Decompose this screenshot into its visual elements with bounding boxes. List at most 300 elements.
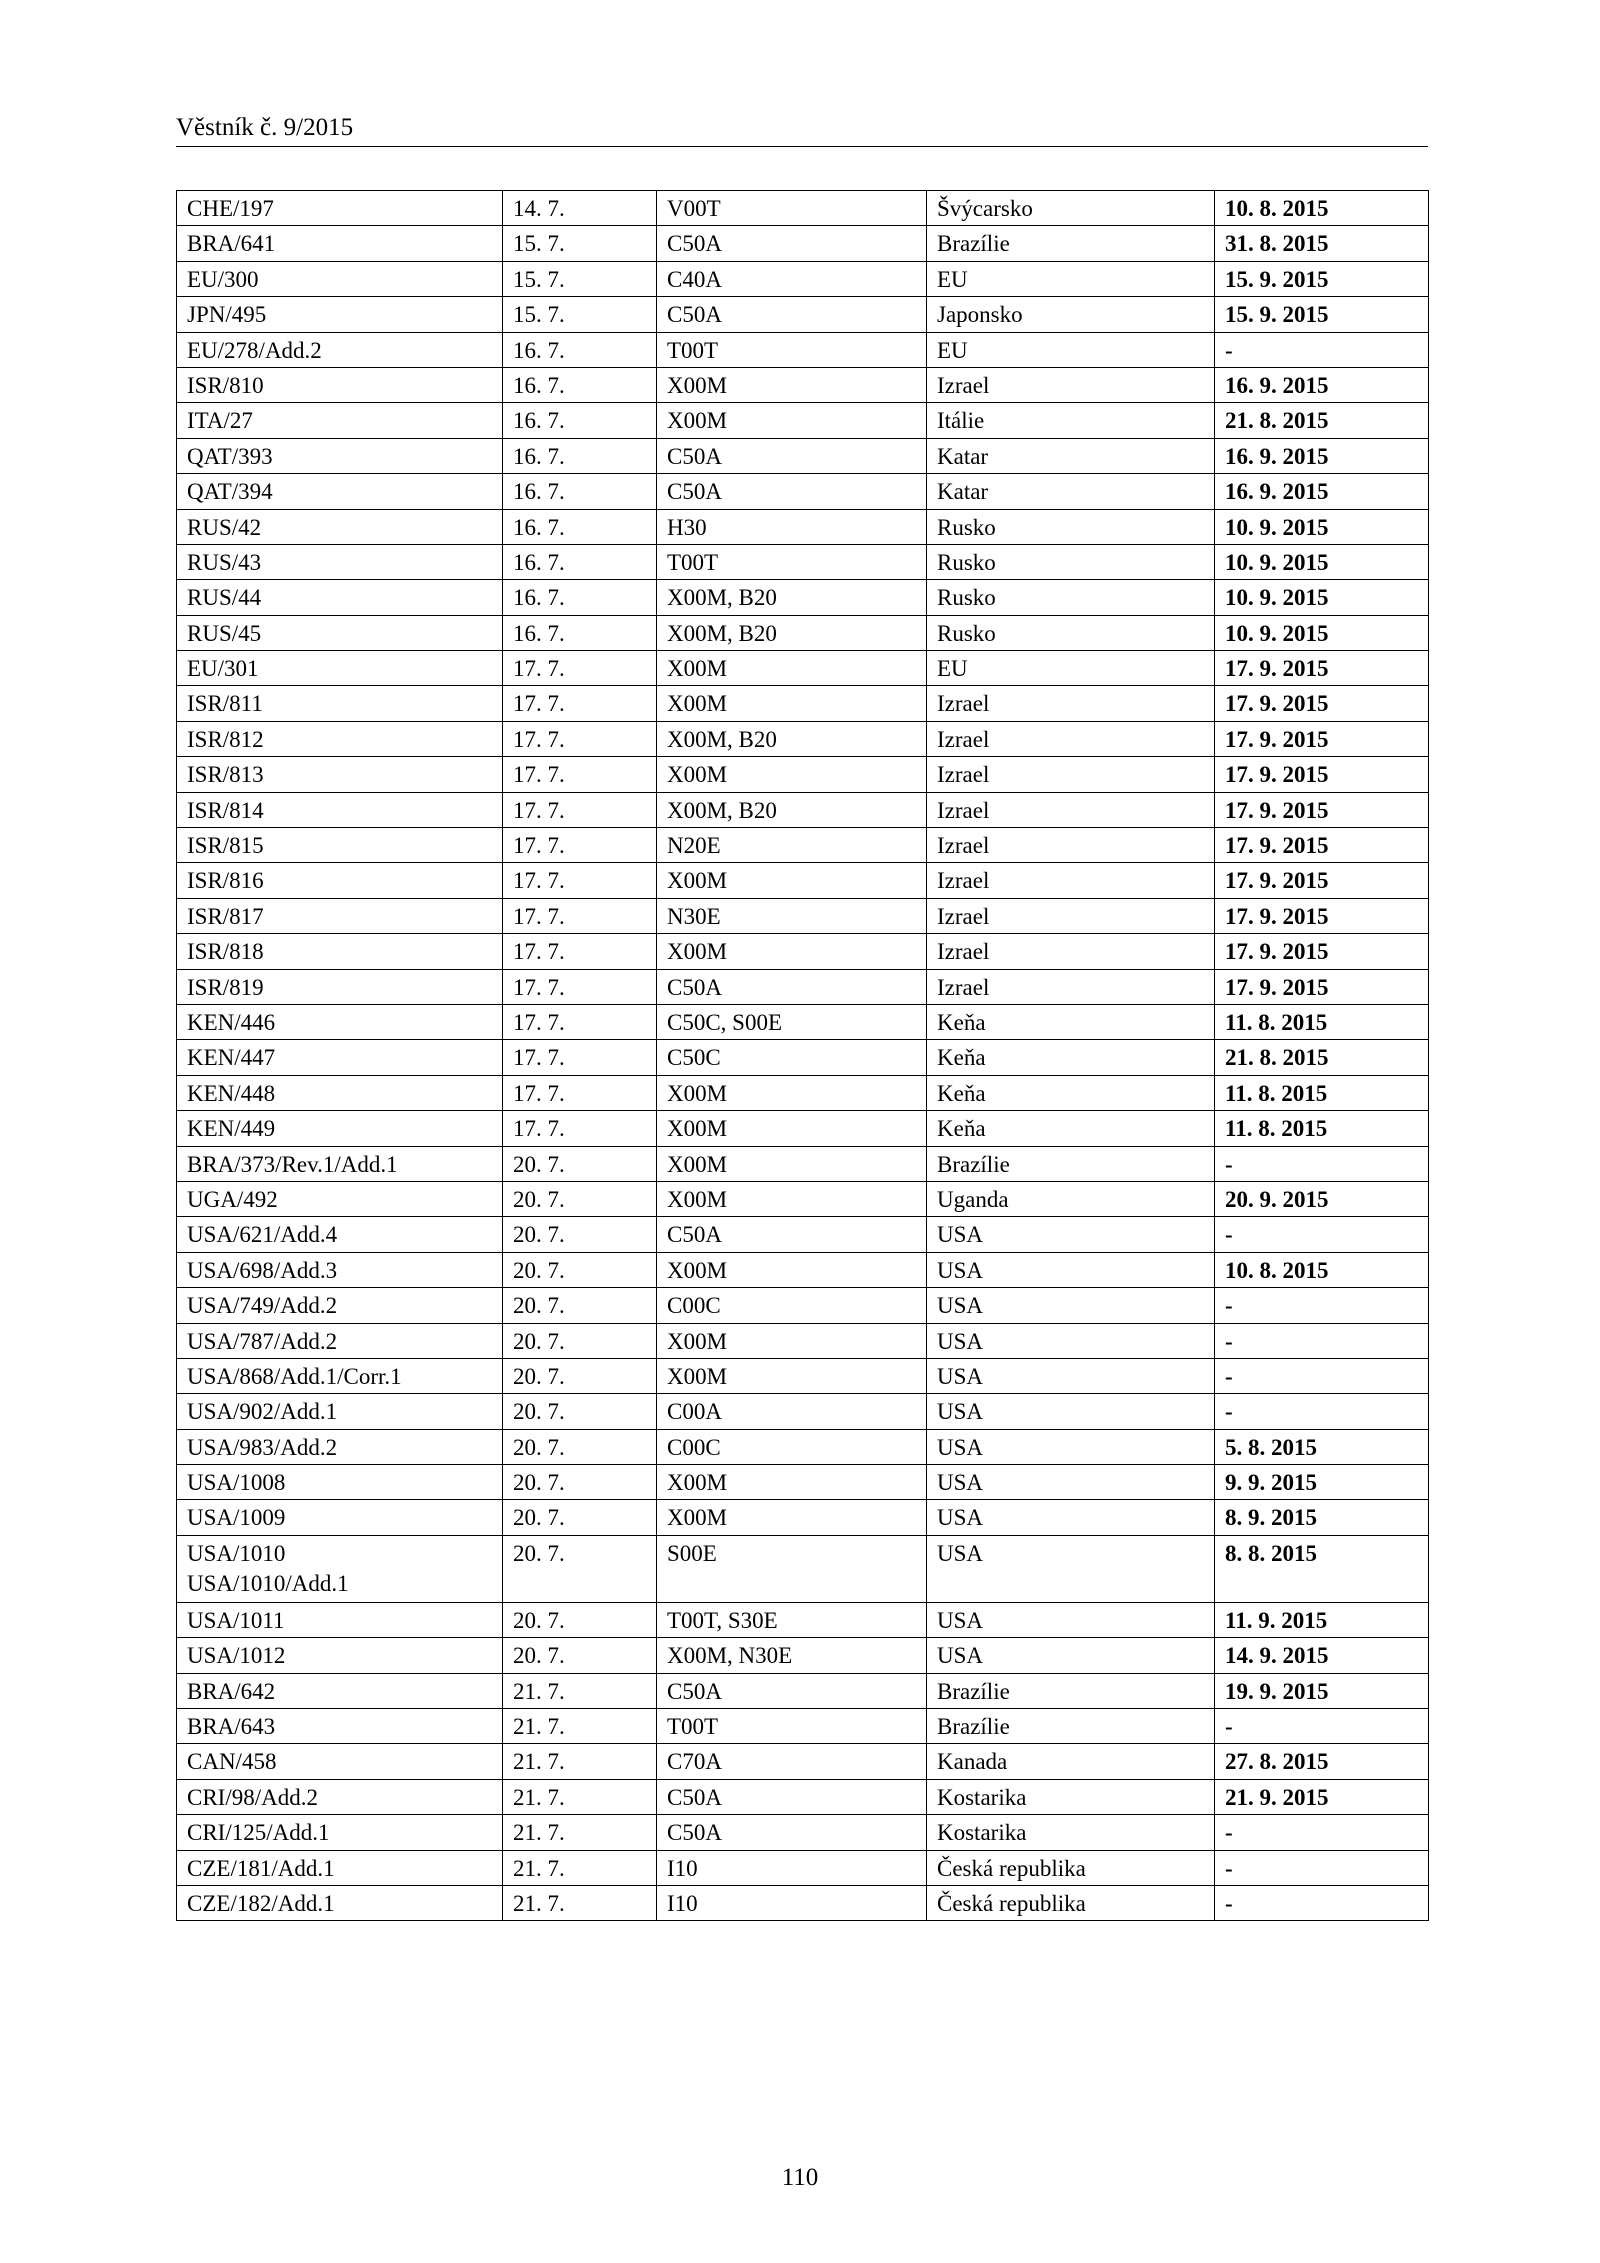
cell-text: X00M bbox=[667, 1186, 728, 1212]
date-cell bbox=[503, 1744, 657, 1779]
code-cell bbox=[657, 898, 927, 933]
date-cell bbox=[503, 934, 657, 969]
cell-text: 8. 9. 2015 bbox=[1225, 1505, 1317, 1531]
deadline-cell bbox=[1215, 261, 1429, 296]
cell-text: Rusko bbox=[937, 549, 996, 575]
cell-text: X00M bbox=[667, 1363, 728, 1389]
deadline-cell bbox=[1215, 403, 1429, 438]
code-cell bbox=[657, 828, 927, 863]
cell-text: Izrael bbox=[937, 974, 990, 1000]
date-cell bbox=[503, 1217, 657, 1252]
cell-text: X00M, B20 bbox=[667, 620, 777, 646]
table-row bbox=[177, 1535, 1429, 1602]
cell-text: T00T bbox=[667, 549, 719, 575]
country-cell bbox=[927, 1040, 1215, 1075]
date-cell bbox=[503, 509, 657, 544]
cell-text: - bbox=[1225, 1363, 1233, 1389]
cell-text: 17. 7. bbox=[513, 1009, 565, 1035]
country-cell bbox=[927, 757, 1215, 792]
deadline-cell bbox=[1215, 721, 1429, 756]
cell-text: QAT/393 bbox=[187, 443, 273, 469]
table-row bbox=[177, 509, 1429, 544]
document-symbol-cell bbox=[177, 297, 503, 332]
code-cell bbox=[657, 1709, 927, 1744]
table-row bbox=[177, 934, 1429, 969]
cell-text: EU/301 bbox=[187, 656, 259, 682]
cell-text: X00M, N30E bbox=[667, 1643, 793, 1669]
table-row bbox=[177, 403, 1429, 438]
cell-text: 21. 7. bbox=[513, 1749, 565, 1775]
code-cell bbox=[657, 686, 927, 721]
cell-text: 15. 7. bbox=[513, 266, 565, 292]
deadline-cell bbox=[1215, 1709, 1429, 1744]
cell-text: USA bbox=[937, 1222, 984, 1248]
cell-text: USA bbox=[937, 1540, 984, 1566]
cell-text: C40A bbox=[667, 266, 722, 292]
cell-text: 17. 7. bbox=[513, 903, 565, 929]
document-symbol-cell bbox=[177, 403, 503, 438]
cell-text: 14. 9. 2015 bbox=[1225, 1643, 1329, 1669]
table-row bbox=[177, 1465, 1429, 1500]
date-cell bbox=[503, 1040, 657, 1075]
deadline-cell bbox=[1215, 651, 1429, 686]
code-cell bbox=[657, 1394, 927, 1429]
cell-text: 21. 8. 2015 bbox=[1225, 1045, 1329, 1071]
date-cell bbox=[503, 403, 657, 438]
cell-text: USA bbox=[937, 1257, 984, 1283]
cell-text: Keňa bbox=[937, 1080, 986, 1106]
document-symbol-cell bbox=[177, 1779, 503, 1814]
cell-text: 15. 7. bbox=[513, 231, 565, 257]
table-row bbox=[177, 226, 1429, 261]
cell-text: 21. 7. bbox=[513, 1820, 565, 1846]
cell-text: 20. 7. bbox=[513, 1470, 565, 1496]
country-cell bbox=[927, 1358, 1215, 1393]
cell-text: X00M bbox=[667, 762, 728, 788]
cell-text: 17. 7. bbox=[513, 1045, 565, 1071]
cell-text: X00M, B20 bbox=[667, 585, 777, 611]
cell-text: - bbox=[1225, 1855, 1233, 1881]
date-cell bbox=[503, 332, 657, 367]
cell-text: 11. 9. 2015 bbox=[1225, 1607, 1328, 1633]
country-cell bbox=[927, 1602, 1215, 1637]
cell-text: USA/1008 bbox=[187, 1470, 286, 1496]
cell-text: X00M bbox=[667, 939, 728, 965]
cell-text: 31. 8. 2015 bbox=[1225, 231, 1329, 257]
cell-text: 19. 9. 2015 bbox=[1225, 1678, 1329, 1704]
country-cell bbox=[927, 686, 1215, 721]
cell-text: Itálie bbox=[937, 408, 985, 434]
date-cell bbox=[503, 297, 657, 332]
code-cell bbox=[657, 1744, 927, 1779]
document-symbol-cell bbox=[177, 261, 503, 296]
cell-text: Izrael bbox=[937, 372, 990, 398]
date-cell bbox=[503, 721, 657, 756]
deadline-cell bbox=[1215, 297, 1429, 332]
table-row bbox=[177, 438, 1429, 473]
cell-text: X00M bbox=[667, 372, 728, 398]
cell-text: 20. 7. bbox=[513, 1328, 565, 1354]
document-symbol-cell bbox=[177, 1075, 503, 1110]
cell-text: USA/621/Add.4 bbox=[187, 1222, 338, 1248]
cell-text: - bbox=[1225, 1328, 1233, 1354]
country-cell bbox=[927, 332, 1215, 367]
code-cell bbox=[657, 1850, 927, 1885]
cell-text: 15. 9. 2015 bbox=[1225, 302, 1329, 328]
date-cell bbox=[503, 651, 657, 686]
bulletin-title: Věstník č. 9/2015 bbox=[176, 114, 354, 141]
country-cell bbox=[927, 1744, 1215, 1779]
date-cell bbox=[503, 1323, 657, 1358]
document-symbol-cell bbox=[177, 1323, 503, 1358]
document-symbol-cell bbox=[177, 863, 503, 898]
cell-text: QAT/394 bbox=[187, 479, 273, 505]
code-cell bbox=[657, 792, 927, 827]
country-cell bbox=[927, 261, 1215, 296]
cell-text: CRI/125/Add.1 bbox=[187, 1820, 330, 1846]
deadline-cell bbox=[1215, 792, 1429, 827]
document-symbol-cell bbox=[177, 1673, 503, 1708]
deadline-cell bbox=[1215, 1040, 1429, 1075]
table-row bbox=[177, 1217, 1429, 1252]
code-cell bbox=[657, 1779, 927, 1814]
cell-text: 21. 7. bbox=[513, 1784, 565, 1810]
code-cell bbox=[657, 969, 927, 1004]
code-cell bbox=[657, 1358, 927, 1393]
cell-text: X00M bbox=[667, 1328, 728, 1354]
cell-text: 20. 7. bbox=[513, 1434, 565, 1460]
cell-text: Švýcarsko bbox=[937, 196, 1033, 221]
cell-text: 17. 9. 2015 bbox=[1225, 974, 1329, 1000]
deadline-cell bbox=[1215, 1535, 1429, 1602]
date-cell bbox=[503, 1500, 657, 1535]
country-cell bbox=[927, 1850, 1215, 1885]
country-cell bbox=[927, 1535, 1215, 1602]
date-cell bbox=[503, 191, 657, 226]
date-cell bbox=[503, 1288, 657, 1323]
cell-text: C50C, S00E bbox=[667, 1009, 783, 1035]
table-row bbox=[177, 1394, 1429, 1429]
document-symbol-cell bbox=[177, 1394, 503, 1429]
cell-text: N30E bbox=[667, 903, 721, 929]
cell-text: H30 bbox=[667, 514, 707, 540]
cell-text: 11. 8. 2015 bbox=[1225, 1009, 1328, 1035]
deadline-cell bbox=[1215, 1394, 1429, 1429]
code-cell bbox=[657, 403, 927, 438]
table-row bbox=[177, 1709, 1429, 1744]
cell-text: 10. 8. 2015 bbox=[1225, 1257, 1329, 1283]
document-symbol-cell bbox=[177, 757, 503, 792]
page-header bbox=[176, 112, 1428, 147]
cell-text: Česká republika bbox=[937, 1855, 1086, 1881]
document-symbol-cell bbox=[177, 367, 503, 402]
date-cell bbox=[503, 544, 657, 579]
cell-text: 16. 7. bbox=[513, 585, 565, 611]
document-symbol-cell bbox=[177, 898, 503, 933]
cell-text: EU bbox=[937, 656, 968, 682]
deadline-cell bbox=[1215, 1075, 1429, 1110]
table-body bbox=[177, 191, 1429, 1921]
code-cell bbox=[657, 1815, 927, 1850]
country-cell bbox=[927, 969, 1215, 1004]
cell-text: C50C bbox=[667, 1045, 721, 1071]
cell-text: 15. 7. bbox=[513, 302, 565, 328]
deadline-cell bbox=[1215, 615, 1429, 650]
cell-text: Izrael bbox=[937, 691, 990, 717]
code-cell bbox=[657, 509, 927, 544]
cell-text: JPN/495 bbox=[187, 302, 267, 328]
country-cell bbox=[927, 438, 1215, 473]
cell-text: USA bbox=[937, 1399, 984, 1425]
date-cell bbox=[503, 580, 657, 615]
table-row bbox=[177, 1181, 1429, 1216]
table-row bbox=[177, 1673, 1429, 1708]
cell-text: 17. 9. 2015 bbox=[1225, 833, 1329, 859]
cell-text: 17. 9. 2015 bbox=[1225, 726, 1329, 752]
document-symbol-cell bbox=[177, 1850, 503, 1885]
deadline-cell bbox=[1215, 686, 1429, 721]
country-cell bbox=[927, 828, 1215, 863]
cell-text: 17. 9. 2015 bbox=[1225, 903, 1329, 929]
document-symbol-cell bbox=[177, 1709, 503, 1744]
code-cell bbox=[657, 191, 927, 226]
code-cell bbox=[657, 1004, 927, 1039]
table-row bbox=[177, 261, 1429, 296]
cell-text: 10. 9. 2015 bbox=[1225, 620, 1329, 646]
cell-text: Rusko bbox=[937, 620, 996, 646]
date-cell bbox=[503, 1146, 657, 1181]
cell-text: 20. 7. bbox=[513, 1607, 565, 1633]
cell-text: USA/1010 bbox=[187, 1540, 286, 1566]
cell-text: ISR/814 bbox=[187, 797, 264, 823]
deadline-cell bbox=[1215, 969, 1429, 1004]
cell-text: 17. 7. bbox=[513, 974, 565, 1000]
cell-text: USA/787/Add.2 bbox=[187, 1328, 338, 1354]
deadline-cell bbox=[1215, 1744, 1429, 1779]
code-cell bbox=[657, 332, 927, 367]
cell-text: USA/698/Add.3 bbox=[187, 1257, 338, 1283]
cell-text: 16. 7. bbox=[513, 337, 565, 363]
date-cell bbox=[503, 1602, 657, 1637]
cell-text: 21. 7. bbox=[513, 1890, 565, 1916]
cell-text: - bbox=[1225, 1890, 1233, 1916]
date-cell bbox=[503, 474, 657, 509]
table-row bbox=[177, 1602, 1429, 1637]
cell-text: 14. 7. bbox=[513, 196, 565, 221]
table-row bbox=[177, 1075, 1429, 1110]
cell-text: 20. 7. bbox=[513, 1293, 565, 1319]
cell-text: 20. 7. bbox=[513, 1257, 565, 1283]
code-cell bbox=[657, 1602, 927, 1637]
cell-text: USA bbox=[937, 1643, 984, 1669]
cell-text: X00M bbox=[667, 868, 728, 894]
cell-text: 21. 7. bbox=[513, 1855, 565, 1881]
cell-text: 16. 7. bbox=[513, 479, 565, 505]
document-symbol-cell bbox=[177, 474, 503, 509]
document-symbol-cell bbox=[177, 580, 503, 615]
cell-text: KEN/447 bbox=[187, 1045, 276, 1071]
table-row bbox=[177, 191, 1429, 226]
deadline-cell bbox=[1215, 332, 1429, 367]
cell-text: 16. 7. bbox=[513, 372, 565, 398]
cell-text: Brazílie bbox=[937, 1678, 1010, 1704]
date-cell bbox=[503, 828, 657, 863]
cell-text: X00M bbox=[667, 691, 728, 717]
deadline-cell bbox=[1215, 934, 1429, 969]
cell-text: 16. 7. bbox=[513, 620, 565, 646]
country-cell bbox=[927, 934, 1215, 969]
table-row bbox=[177, 544, 1429, 579]
cell-text: ISR/812 bbox=[187, 726, 264, 752]
code-cell bbox=[657, 1885, 927, 1920]
document-symbol-cell bbox=[177, 1500, 503, 1535]
deadline-cell bbox=[1215, 1465, 1429, 1500]
cell-text: 17. 7. bbox=[513, 726, 565, 752]
cell-text: RUS/42 bbox=[187, 514, 262, 540]
deadline-cell bbox=[1215, 544, 1429, 579]
deadline-cell bbox=[1215, 1850, 1429, 1885]
cell-text: - bbox=[1225, 1820, 1233, 1846]
table-row bbox=[177, 1146, 1429, 1181]
table-row bbox=[177, 1850, 1429, 1885]
deadline-cell bbox=[1215, 226, 1429, 261]
cell-text: ISR/817 bbox=[187, 903, 264, 929]
document-symbol-cell bbox=[177, 686, 503, 721]
cell-text: T00T bbox=[667, 1714, 719, 1740]
deadline-cell bbox=[1215, 1288, 1429, 1323]
cell-text: KEN/449 bbox=[187, 1116, 276, 1142]
cell-text: 17. 9. 2015 bbox=[1225, 797, 1329, 823]
deadline-cell bbox=[1215, 1323, 1429, 1358]
table-row bbox=[177, 1040, 1429, 1075]
country-cell bbox=[927, 1252, 1215, 1287]
cell-text: C50A bbox=[667, 1784, 722, 1810]
cell-text: CAN/458 bbox=[187, 1749, 277, 1775]
cell-text: X00M bbox=[667, 408, 728, 434]
country-cell bbox=[927, 1709, 1215, 1744]
cell-text: USA bbox=[937, 1470, 984, 1496]
cell-text: 20. 7. bbox=[513, 1222, 565, 1248]
deadline-cell bbox=[1215, 1358, 1429, 1393]
document-symbol-cell bbox=[177, 828, 503, 863]
deadline-cell bbox=[1215, 438, 1429, 473]
country-cell bbox=[927, 509, 1215, 544]
cell-text: 17. 7. bbox=[513, 939, 565, 965]
cell-text: T00T bbox=[667, 337, 719, 363]
document-symbol-cell bbox=[177, 1040, 503, 1075]
code-cell bbox=[657, 1075, 927, 1110]
cell-text: 16. 9. 2015 bbox=[1225, 372, 1329, 398]
cell-text: 16. 7. bbox=[513, 443, 565, 469]
cell-text: 11. 8. 2015 bbox=[1225, 1116, 1328, 1142]
cell-text: Kostarika bbox=[937, 1820, 1027, 1846]
table-row bbox=[177, 686, 1429, 721]
country-cell bbox=[927, 580, 1215, 615]
cell-text: 20. 7. bbox=[513, 1540, 565, 1566]
table-row bbox=[177, 367, 1429, 402]
cell-text: 9. 9. 2015 bbox=[1225, 1470, 1317, 1496]
cell-text: C50A bbox=[667, 1820, 722, 1846]
table-row bbox=[177, 1815, 1429, 1850]
table-row bbox=[177, 580, 1429, 615]
code-cell bbox=[657, 544, 927, 579]
cell-text: C70A bbox=[667, 1749, 722, 1775]
document-symbol-cell bbox=[177, 969, 503, 1004]
document-symbol-cell bbox=[177, 1111, 503, 1146]
cell-text: V00T bbox=[667, 196, 721, 221]
cell-text: 20. 9. 2015 bbox=[1225, 1186, 1329, 1212]
deadline-cell bbox=[1215, 1146, 1429, 1181]
document-symbol-cell bbox=[177, 1638, 503, 1673]
cell-text: ISR/816 bbox=[187, 868, 264, 894]
document-symbol-cell bbox=[177, 1885, 503, 1920]
table-row bbox=[177, 332, 1429, 367]
cell-text: ISR/810 bbox=[187, 372, 264, 398]
document-symbol-cell bbox=[177, 792, 503, 827]
cell-text: 17. 7. bbox=[513, 656, 565, 682]
code-cell bbox=[657, 1146, 927, 1181]
cell-text: S00E bbox=[667, 1540, 717, 1566]
cell-text: - bbox=[1225, 1222, 1233, 1248]
cell-text: USA bbox=[937, 1434, 984, 1460]
deadline-cell bbox=[1215, 1602, 1429, 1637]
cell-text: - bbox=[1225, 1293, 1233, 1319]
document-symbol-cell bbox=[177, 934, 503, 969]
date-cell bbox=[503, 1709, 657, 1744]
cell-text: X00M bbox=[667, 1151, 728, 1177]
cell-text: C50A bbox=[667, 231, 722, 257]
deadline-cell bbox=[1215, 1111, 1429, 1146]
cell-text: I10 bbox=[667, 1855, 698, 1881]
cell-text: 20. 7. bbox=[513, 1505, 565, 1531]
table-row bbox=[177, 969, 1429, 1004]
document-symbol-cell bbox=[177, 509, 503, 544]
country-cell bbox=[927, 226, 1215, 261]
cell-text: KEN/448 bbox=[187, 1080, 276, 1106]
cell-text: Brazílie bbox=[937, 1714, 1010, 1740]
country-cell bbox=[927, 1323, 1215, 1358]
cell-text: Katar bbox=[937, 443, 989, 469]
code-cell bbox=[657, 1429, 927, 1464]
cell-text: 17. 9. 2015 bbox=[1225, 868, 1329, 894]
cell-text: T00T, S30E bbox=[667, 1607, 778, 1633]
country-cell bbox=[927, 1111, 1215, 1146]
cell-text: 17. 7. bbox=[513, 797, 565, 823]
page-number: 110 bbox=[781, 2164, 819, 2191]
table-row bbox=[177, 1358, 1429, 1393]
cell-text: 16. 9. 2015 bbox=[1225, 479, 1329, 505]
code-cell bbox=[657, 1535, 927, 1602]
code-cell bbox=[657, 1252, 927, 1287]
cell-text: RUS/44 bbox=[187, 585, 262, 611]
cell-text: CZE/182/Add.1 bbox=[187, 1890, 335, 1916]
deadline-cell bbox=[1215, 1252, 1429, 1287]
cell-text: X00M bbox=[667, 1116, 728, 1142]
country-cell bbox=[927, 367, 1215, 402]
cell-text: - bbox=[1225, 1714, 1233, 1740]
cell-text: USA bbox=[937, 1363, 984, 1389]
country-cell bbox=[927, 1465, 1215, 1500]
code-cell bbox=[657, 615, 927, 650]
country-cell bbox=[927, 1885, 1215, 1920]
cell-text: EU/278/Add.2 bbox=[187, 337, 322, 363]
deadline-cell bbox=[1215, 1673, 1429, 1708]
date-cell bbox=[503, 686, 657, 721]
cell-text: USA/983/Add.2 bbox=[187, 1434, 338, 1460]
document-symbol-cell bbox=[177, 615, 503, 650]
country-cell bbox=[927, 898, 1215, 933]
table-row bbox=[177, 757, 1429, 792]
